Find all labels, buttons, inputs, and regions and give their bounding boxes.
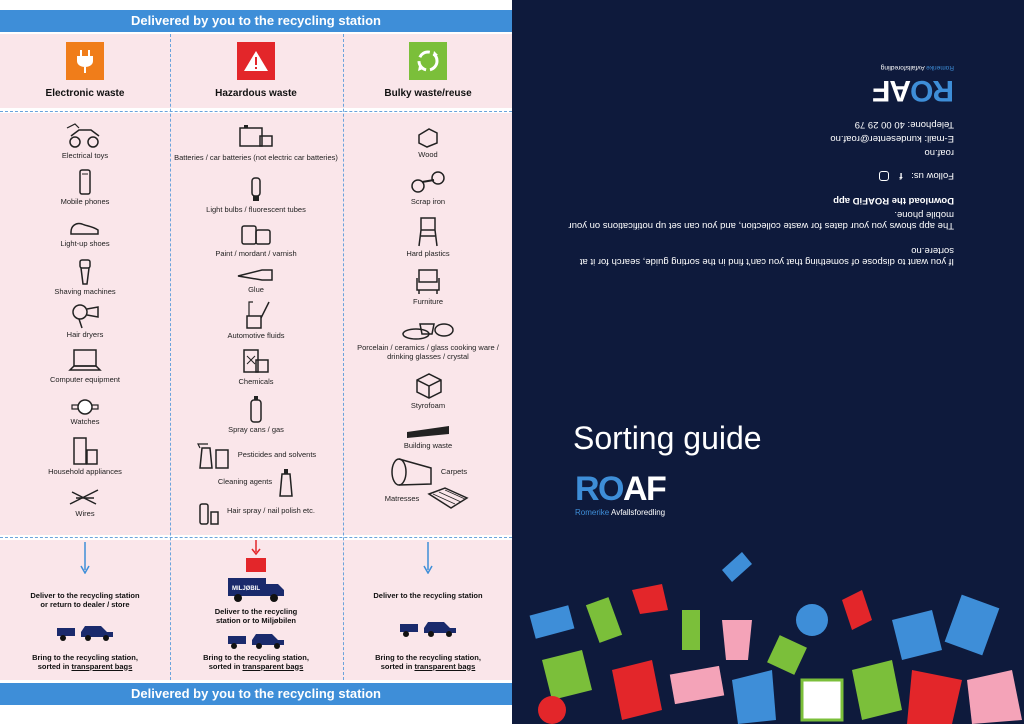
sort-hint: If you want to dispose of something that you can't find in the sorting guide, search for it at sortere.no <box>579 245 954 267</box>
van-label: MILJØBIL <box>232 586 260 592</box>
app-text: The app shows you your dates for waste collection, and you can set up notifications on your mobile phone. <box>568 209 954 231</box>
bring-instructions: Bring to the recycling station, sorted in transparent bags <box>203 653 309 671</box>
section-divider <box>0 537 512 538</box>
list-item: Styrofoam <box>343 372 513 411</box>
toy-icon <box>65 122 105 150</box>
category-electronic <box>0 42 170 99</box>
list-item: Chemicals <box>171 346 341 387</box>
top-band: Delivered by you to the recycling station <box>0 10 512 32</box>
category-label: Bulky waste/reuse <box>384 88 472 99</box>
list-item: Scrap iron <box>343 168 513 207</box>
wire-icon <box>68 486 102 508</box>
list-item: Household appliances <box>0 436 170 477</box>
list-item: Hair spray / nail polish etc. <box>171 496 341 526</box>
follow-label[interactable]: Follow us: f <box>554 170 954 181</box>
web: roaf.no <box>924 147 954 158</box>
plug-icon <box>66 42 104 80</box>
category-label: Hazardous waste <box>215 88 297 99</box>
bottom-band: Delivered by you to the recycling station <box>0 683 512 705</box>
down-arrow-icon <box>343 542 513 579</box>
list-item: Glue <box>171 266 341 295</box>
waste-illustration <box>512 540 1024 724</box>
list-item: Porcelain / ceramics / glass cooking ware / drinking glasses / crystal <box>343 318 513 361</box>
car-trailer-icon <box>171 630 341 655</box>
warning-icon <box>237 42 275 80</box>
list-item: Carpets <box>343 456 513 488</box>
styrofoam-icon <box>413 372 443 400</box>
shaver-icon <box>76 258 94 286</box>
telephone: Telephone: 40 00 29 79 <box>854 119 954 130</box>
list-item: Batteries / car batteries (not electric car batteries) <box>171 122 341 163</box>
list-item: Computer equipment <box>0 348 170 385</box>
wood-icon <box>415 125 441 149</box>
facebook-icon: f <box>899 170 903 181</box>
oil-can-icon <box>241 298 271 330</box>
list-item: Light bulbs / fluorescent tubes <box>171 176 341 215</box>
list-item: Building waste <box>343 422 513 451</box>
spray-can-icon <box>248 394 264 424</box>
delivery-text: Deliver to the recycling station or return to dealer / store <box>30 591 140 609</box>
light-bulb-icon <box>247 176 265 204</box>
detergent-icon <box>278 466 294 498</box>
delivery-text: Deliver to the recycling station or to Miljøbilen <box>214 607 298 625</box>
category-bulky <box>343 42 513 99</box>
list-item: Automotive fluids <box>171 298 341 341</box>
app-title: Download the ROAFiD app <box>833 195 954 206</box>
roaf-logo-small: ROAF Romerike Avfallsforedling <box>873 64 954 107</box>
list-item: Shaving machines <box>0 258 170 297</box>
guide-title: Sorting guide <box>573 420 762 456</box>
list-item: Mobile phones <box>0 168 170 207</box>
cover-panel <box>512 0 1024 724</box>
list-item: Hard plastics <box>343 214 513 259</box>
phone-icon <box>75 168 95 196</box>
battery-icon <box>236 122 276 152</box>
upside-down-info <box>512 0 1024 290</box>
list-item: Paint / mordant / varnish <box>171 222 341 259</box>
watch-icon <box>70 398 100 416</box>
list-item: Furniture <box>343 266 513 307</box>
appliance-icon <box>70 436 100 466</box>
hair-spray-icon <box>197 496 221 526</box>
scrap-iron-icon <box>408 168 448 196</box>
porcelain-icon <box>400 318 456 342</box>
armchair-icon <box>413 266 443 296</box>
list-item: Light-up shoes <box>0 218 170 249</box>
hazard-arrow-icon <box>171 540 341 579</box>
list-item: Matresses <box>343 484 513 514</box>
list-item: Wires <box>0 486 170 519</box>
category-hazardous <box>171 42 341 99</box>
list-item: Pesticides and solvents <box>171 440 341 470</box>
car-trailer-icon <box>343 618 513 643</box>
category-label: Electronic waste <box>45 88 125 99</box>
car-trailer-icon <box>0 622 170 647</box>
miljobil-van-icon <box>171 576 341 609</box>
list-item: Cleaning agents <box>171 466 341 498</box>
mattress-icon <box>425 484 471 514</box>
email: E-mail: kundesenter@roaf.no <box>830 133 954 144</box>
list-item: Watches <box>0 398 170 427</box>
section-divider <box>0 111 512 112</box>
roaf-logo: ROAF Romerike Avfallsforedling <box>575 470 666 517</box>
shoe-icon <box>68 218 102 238</box>
down-arrow-icon <box>0 542 170 579</box>
building-waste-icon <box>403 422 453 440</box>
list-item: Hair dryers <box>0 303 170 340</box>
chemical-icon <box>240 346 272 376</box>
instagram-icon <box>879 171 889 181</box>
list-item: Spray cans / gas <box>171 394 341 435</box>
paint-can-icon <box>238 222 274 248</box>
list-item: Wood <box>343 125 513 160</box>
recycle-icon <box>409 42 447 80</box>
plastic-chair-icon <box>415 214 441 248</box>
bring-instructions: Bring to the recycling station, sorted in transparent bags <box>32 653 138 671</box>
bring-instructions: Bring to the recycling station, sorted in transparent bags <box>375 653 481 671</box>
list-item: Electrical toys <box>0 122 170 161</box>
glue-icon <box>236 266 276 284</box>
delivery-text: Deliver to the recycling station <box>373 591 483 600</box>
hair-dryer-icon <box>70 303 100 329</box>
laptop-icon <box>68 348 102 374</box>
